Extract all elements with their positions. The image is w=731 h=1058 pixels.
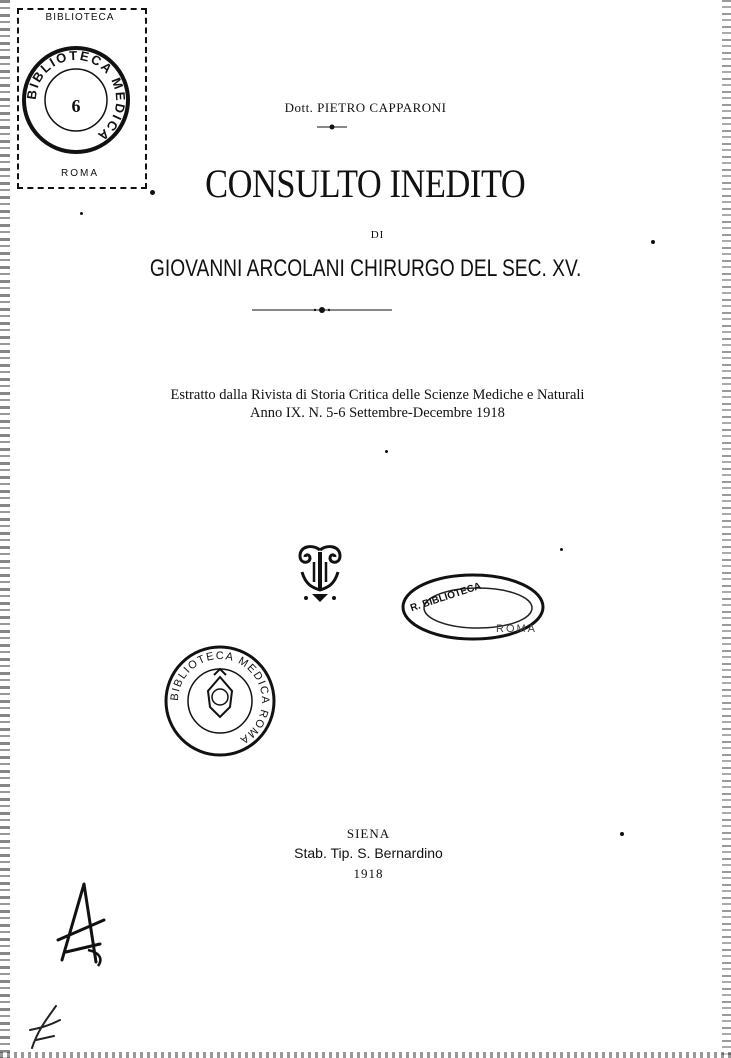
connector-word: DI [370,229,385,241]
scan-edge-bottom [0,1052,731,1058]
round-library-stamp-icon [164,645,276,757]
oval-library-stamp-icon [400,572,546,642]
rule-ornament-icon [252,304,392,316]
oval-stamp-text: R. BIBLIOTECA [408,580,483,615]
library-label-top: BIBLIOTECA [45,12,115,23]
extract-line-1: Estratto dalla Rivista di Storia Critica delle Scienze Mediche e Naturali [170,387,585,403]
book-subtitle [0,255,731,283]
scribble-mark-icon [26,1000,66,1052]
scan-speck [560,548,563,551]
round-stamp-text: BIBLIOTECA MEDICA ROMA [168,649,272,747]
author-line: Dott. PIETRO CAPPARONI [284,100,447,115]
scan-speck [620,832,624,836]
book-title-text: CONSULTO INEDITO [205,161,526,206]
oval-stamp-city: ROMA [496,623,537,635]
handwritten-mark-icon [48,880,114,972]
imprint-city: SIENA [346,826,391,841]
imprint-year: 1918 [353,866,384,881]
imprint-printer: Stab. Tip. S. Bernardino [294,845,443,861]
scan-edge-left [0,0,10,1058]
small-ornament-icon [317,122,347,132]
seal-number: 6 [71,96,81,116]
extract-line-2: Anno IX. N. 5-6 Settembre-Decembre 1918 [250,405,505,421]
scan-speck [150,190,155,195]
scan-speck [385,450,388,453]
book-title [0,160,731,207]
scan-speck [651,240,655,244]
seal-ring-text: BIBLIOTECA MEDICA [23,47,129,145]
scan-edge-right [722,0,731,1058]
svg-text:BIBLIOTECA MEDICA ROMA [169,650,271,747]
scan-speck [80,212,83,215]
fleuron-ornament-icon [292,542,348,606]
library-label-bottom: ROMA [61,168,99,179]
book-subtitle-text: GIOVANNI ARCOLANI CHIRURGO DEL SEC. XV. [149,255,582,282]
